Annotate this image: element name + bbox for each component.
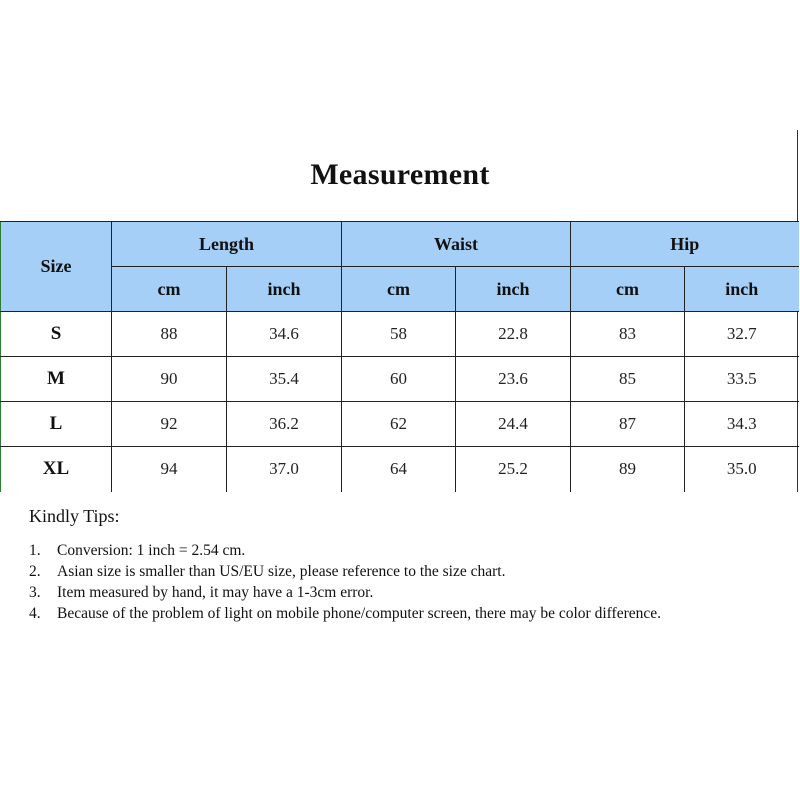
table-row	[1, 312, 799, 357]
size-label: S	[1, 312, 112, 357]
unit-header: inch	[685, 267, 799, 312]
waist-group-header: Waist	[342, 222, 571, 267]
length-group-header: Length	[112, 222, 342, 267]
size-chart-table	[0, 221, 799, 492]
table-cell: 34.6	[227, 312, 342, 357]
size-column-header: Size	[1, 222, 112, 312]
table-cell: 64	[342, 447, 456, 492]
table-cell: 33.5	[685, 357, 799, 402]
table-row	[1, 447, 799, 492]
list-item	[29, 561, 769, 582]
page-title: Measurement	[310, 158, 490, 191]
table-cell: 90	[112, 357, 227, 402]
table-cell: 35.4	[227, 357, 342, 402]
table-cell: 25.2	[456, 447, 571, 492]
table-cell: 87	[571, 402, 685, 447]
list-item	[29, 540, 769, 561]
table-cell: 22.8	[456, 312, 571, 357]
tip-text: Item measured by hand, it may have a 1-3cm error.	[57, 584, 374, 601]
kindly-tips-section	[29, 506, 769, 624]
list-number: 3.	[29, 584, 41, 601]
list-item	[29, 582, 769, 603]
table-cell: 83	[571, 312, 685, 357]
size-label: XL	[1, 447, 112, 492]
table-cell: 92	[112, 402, 227, 447]
table-cell: 36.2	[227, 402, 342, 447]
table-row	[1, 402, 799, 447]
tip-text: Asian size is smaller than US/EU size, please reference to the size chart.	[57, 563, 506, 580]
table-cell: 34.3	[685, 402, 799, 447]
table-cell: 24.4	[456, 402, 571, 447]
header-row-units	[1, 267, 799, 312]
table-cell: 37.0	[227, 447, 342, 492]
size-label: M	[1, 357, 112, 402]
table-cell: 89	[571, 447, 685, 492]
unit-header: cm	[112, 267, 227, 312]
table-cell: 35.0	[685, 447, 799, 492]
tip-text: Conversion: 1 inch = 2.54 cm.	[57, 542, 246, 559]
tip-text: Because of the problem of light on mobile phone/computer screen, there may be color difference.	[57, 605, 661, 622]
list-number: 4.	[29, 605, 41, 622]
tips-list	[29, 540, 769, 624]
table-row	[1, 357, 799, 402]
tips-heading: Kindly Tips:	[29, 506, 120, 526]
unit-header: inch	[456, 267, 571, 312]
table-cell: 62	[342, 402, 456, 447]
table-cell: 94	[112, 447, 227, 492]
size-label: L	[1, 402, 112, 447]
hip-group-header: Hip	[571, 222, 799, 267]
table-cell: 23.6	[456, 357, 571, 402]
unit-header: inch	[227, 267, 342, 312]
list-number: 2.	[29, 563, 41, 580]
unit-header: cm	[571, 267, 685, 312]
list-item	[29, 603, 769, 624]
table-cell: 85	[571, 357, 685, 402]
list-number: 1.	[29, 542, 41, 559]
table-cell: 88	[112, 312, 227, 357]
table-cell: 60	[342, 357, 456, 402]
table-cell: 32.7	[685, 312, 799, 357]
unit-header: cm	[342, 267, 456, 312]
table-cell: 58	[342, 312, 456, 357]
header-row-groups	[1, 222, 799, 267]
